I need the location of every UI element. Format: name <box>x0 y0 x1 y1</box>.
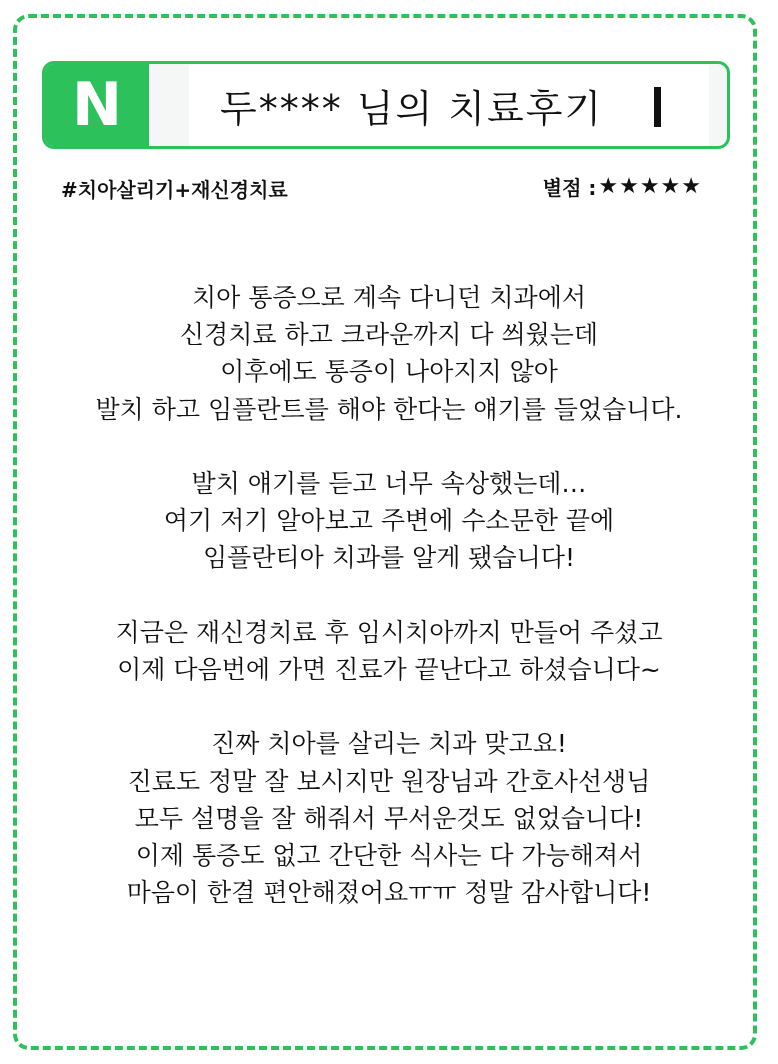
review-line: 발치 얘기를 듣고 너무 속상했는데… <box>191 469 587 498</box>
review-line: 모두 설명을 잘 해줘서 무서운것도 없었습니다! <box>134 803 644 833</box>
review-line: 진료도 정말 잘 보시지만 원장님과 간호사선생님 <box>127 766 651 796</box>
review-line: 이후에도 통증이 나아지지 않아 <box>220 357 558 387</box>
review-line: 진짜 치아를 살리는 치과 맞고요! <box>211 729 567 759</box>
review-body <box>20 279 758 911</box>
review-line: 지금은 재신경치료 후 임시치아까지 만들어 주셨고 <box>115 617 663 647</box>
review-paragraph <box>20 614 758 688</box>
hashtag: #치아살리기+재신경치료 <box>61 178 288 202</box>
review-line: 여기 저기 알아보고 주변에 수소문한 끝에 <box>163 506 615 536</box>
review-header <box>42 61 730 149</box>
rating <box>543 172 702 201</box>
review-line: 이제 다음번에 가면 진료가 끝난다고 하셨습니다~ <box>117 655 661 684</box>
review-line: 치아 통증으로 계속 다니던 치과에서 <box>191 283 587 312</box>
review-title: 두**** 님의 치료후기 <box>220 86 604 131</box>
review-paragraph <box>20 279 758 428</box>
review-line: 신경치료 하고 크라운까지 다 씌웠는데 <box>179 320 599 350</box>
review-line: 이제 통증도 없고 간단한 식사는 다 가능해져서 <box>135 841 643 870</box>
star-rating-icon: ★★★★★ <box>598 174 702 199</box>
review-paragraph <box>20 465 758 577</box>
review-line: 마음이 한결 편안해졌어요ㅠㅠ 정말 감사합니다! <box>126 878 652 908</box>
naver-logo <box>45 64 149 146</box>
text-cursor-icon <box>654 87 661 127</box>
logo-letter: N <box>71 70 123 140</box>
rating-label: 별점 : <box>542 176 597 200</box>
review-paragraph <box>20 725 758 911</box>
review-line: 임플란티아 치과를 알게 됐습니다! <box>203 543 575 573</box>
review-line: 발치 하고 임플란트를 해야 한다는 얘기를 들었습니다. <box>95 394 683 424</box>
